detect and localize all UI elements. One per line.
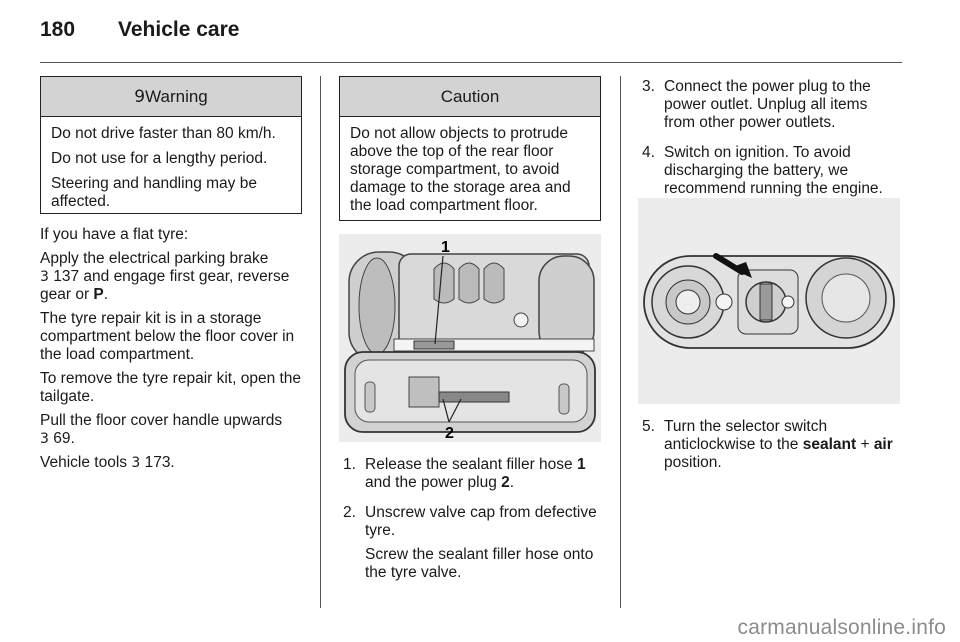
warning-header	[41, 77, 301, 117]
list-item: 4. Switch on ignition. To avoid discharging the battery, we recommend running the engine.	[642, 144, 883, 197]
compressor-drawing	[339, 234, 601, 442]
header-rule	[40, 62, 902, 63]
remove-kit-paragraph: To remove the tyre repair kit, open the tailgate.	[40, 370, 302, 405]
list-item: 3. Connect the power plug to the power outlet. Unplug all items from other power outlets.	[642, 78, 871, 131]
watermark: carmanualsonline.info	[737, 616, 946, 639]
parking-brake-paragraph: Apply the electrical parking brake 3 137 and engage first gear, reverse gear or P.	[40, 250, 290, 303]
left-column-text	[40, 226, 308, 478]
caution-body	[340, 117, 600, 215]
warning-line-2: Do not use for a lengthy period.	[51, 150, 268, 167]
page-header	[40, 18, 920, 48]
warning-icon: 9	[134, 86, 146, 107]
selector-switch-illustration	[638, 198, 900, 404]
page-title: Vehicle care	[118, 18, 240, 41]
column-divider-left	[320, 76, 321, 608]
caution-box	[339, 76, 601, 221]
warning-title: Warning	[145, 86, 208, 106]
page-reference-icon: 3	[40, 431, 49, 447]
selector-switch-drawing	[638, 198, 900, 404]
steps-list-right-top	[642, 78, 902, 210]
flat-tyre-intro: If you have a flat tyre:	[40, 226, 189, 243]
list-item: 5. Turn the selector switch anticlockwise to the sealant + air position.	[642, 418, 893, 471]
list-item: 1. Release the sealant filler hose 1 and the power plug 2.	[343, 456, 586, 491]
compressor-illustration	[339, 234, 601, 442]
page-reference-icon: 3	[40, 269, 49, 285]
floor-cover-paragraph: Pull the floor cover handle upwards 3 69.	[40, 412, 283, 447]
caution-title: Caution	[440, 86, 500, 106]
repair-kit-location: The tyre repair kit is in a storage compartment below the floor cover in the load compartment.	[40, 310, 295, 363]
warning-line-1: Do not drive faster than 80 km/h.	[51, 125, 276, 142]
vehicle-tools-paragraph: Vehicle tools 3 173.	[40, 454, 175, 471]
steps-list-right-bottom	[642, 418, 902, 484]
warning-body	[41, 117, 301, 211]
column-divider-right	[620, 76, 621, 608]
page-reference-icon: 3	[131, 455, 141, 471]
caution-text: Do not allow objects to protrude above the top of the rear floor storage compartment, to avoid damage to the storage area and the load compartment floor.	[350, 125, 571, 214]
warning-line-3: Steering and handling may be affected.	[51, 175, 257, 210]
warning-box	[40, 76, 302, 214]
list-item: 2. Unscrew valve cap from defective tyre. Screw the sealant filler hose onto the tyre valve.	[343, 504, 597, 581]
figure-label-2: 2	[445, 425, 454, 442]
caution-header	[340, 77, 600, 117]
steps-list-middle	[343, 456, 605, 594]
figure-label-1: 1	[441, 239, 450, 256]
page-number: 180	[40, 18, 76, 41]
